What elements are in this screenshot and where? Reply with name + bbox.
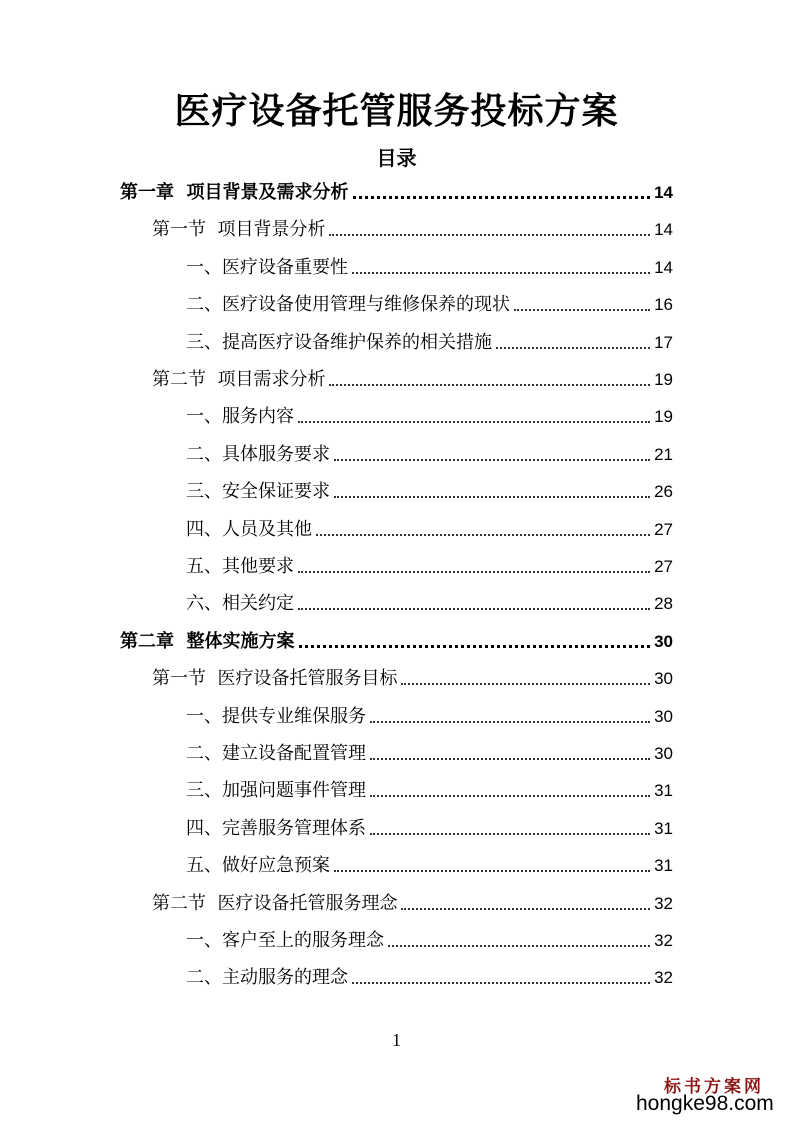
- toc-entry-page: 27: [654, 520, 673, 539]
- toc-leader-dots: [298, 420, 650, 423]
- toc-entry-title: 六、相关约定: [186, 593, 294, 614]
- toc-leader-dots: [298, 607, 650, 610]
- toc-entry-title: 二、建立设备配置管理: [186, 743, 366, 764]
- toc-item-entry[interactable]: [186, 848, 673, 878]
- watermark-url: hongke98.com: [636, 1092, 774, 1115]
- toc-leader-dots: [298, 570, 650, 573]
- toc-entry-title: 四、完善服务管理体系: [186, 818, 366, 839]
- toc-entry-page: 19: [654, 370, 673, 389]
- toc-entry-title: 四、人员及其他: [186, 519, 312, 540]
- toc-item-entry[interactable]: [186, 549, 673, 579]
- toc-entry-page: 27: [654, 557, 673, 576]
- toc-item-entry[interactable]: [186, 512, 673, 542]
- toc-leader-dots: [370, 832, 650, 835]
- toc-entry-title: 二、医疗设备使用管理与维修保养的现状: [186, 294, 510, 315]
- toc-entry-page: 32: [654, 931, 673, 950]
- toc-entry-title: 一、服务内容: [186, 406, 294, 427]
- toc-leader-dots: [352, 271, 650, 274]
- toc-entry-page: 19: [654, 407, 673, 426]
- toc-entry-page: 31: [654, 781, 673, 800]
- toc-leader-dots: [329, 383, 650, 386]
- toc-entry-page: 17: [654, 333, 673, 352]
- toc-item-entry[interactable]: [186, 399, 673, 429]
- toc-item-entry[interactable]: [186, 811, 673, 841]
- toc-entry-title: 一、医疗设备重要性: [186, 257, 348, 278]
- toc-entry-page: 14: [654, 258, 673, 277]
- toc-section-entry[interactable]: [152, 886, 673, 916]
- toc-entry-title: 二、主动服务的理念: [186, 967, 348, 988]
- toc-leader-dots: [352, 981, 650, 984]
- toc-item-entry[interactable]: [186, 250, 673, 280]
- toc-entry-title: 第一章 项目背景及需求分析: [120, 182, 349, 203]
- toc-section-entry[interactable]: [152, 362, 673, 392]
- toc-entry-page: 14: [654, 220, 673, 239]
- toc-entry-page: 30: [654, 669, 673, 688]
- toc-leader-dots: [334, 495, 650, 498]
- watermark-site-name: 标书方案网: [664, 1077, 764, 1097]
- toc-entry-page: 16: [654, 295, 673, 314]
- toc-leader-dots: [370, 794, 650, 797]
- toc-leader-dots: [353, 195, 651, 199]
- toc-item-entry[interactable]: [186, 960, 673, 990]
- toc-leader-dots: [329, 233, 650, 236]
- toc-entry-title: 第一节 项目背景分析: [152, 219, 326, 240]
- toc-leader-dots: [514, 308, 650, 311]
- toc-entry-title: 第二节 医疗设备托管服务理念: [152, 893, 398, 914]
- toc-entry-page: 30: [654, 744, 673, 763]
- toc-entry-title: 二、具体服务要求: [186, 444, 330, 465]
- toc-item-entry[interactable]: [186, 736, 673, 766]
- toc-item-entry[interactable]: [186, 325, 673, 355]
- toc-entry-title: 五、做好应急预案: [186, 855, 330, 876]
- toc-leader-dots: [334, 869, 650, 872]
- toc-leader-dots: [401, 907, 650, 910]
- toc-chapter-entry[interactable]: [120, 175, 673, 205]
- toc-entry-title: 第二节 项目需求分析: [152, 369, 326, 390]
- toc-entry-title: 第一节 医疗设备托管服务目标: [152, 668, 398, 689]
- toc-entry-page: 26: [654, 482, 673, 501]
- toc-leader-dots: [370, 720, 650, 723]
- toc-section-entry[interactable]: [152, 661, 673, 691]
- toc-entry-page: 14: [654, 183, 673, 202]
- toc-entry-title: 五、其他要求: [186, 556, 294, 577]
- toc-item-entry[interactable]: [186, 287, 673, 317]
- toc-leader-dots: [370, 757, 650, 760]
- toc-entry-page: 28: [654, 594, 673, 613]
- toc-chapter-entry[interactable]: [120, 624, 673, 654]
- toc-heading: 目录: [376, 146, 417, 170]
- toc-entry-title: 三、加强问题事件管理: [186, 780, 366, 801]
- toc-entry-page: 30: [654, 707, 673, 726]
- toc-item-entry[interactable]: [186, 437, 673, 467]
- toc-entry-title: 三、安全保证要求: [186, 481, 330, 502]
- toc-leader-dots: [401, 682, 650, 685]
- toc-section-entry[interactable]: [152, 212, 673, 242]
- toc-entry-page: 31: [654, 856, 673, 875]
- toc-leader-dots: [496, 346, 650, 349]
- document-title: 医疗设备托管服务投标方案: [174, 91, 619, 132]
- toc-entry-title: 第二章 整体实施方案: [120, 631, 295, 652]
- toc-entry-page: 32: [654, 894, 673, 913]
- toc-entry-title: 一、提供专业维保服务: [186, 706, 366, 727]
- toc-entry-page: 21: [654, 445, 673, 464]
- toc-leader-dots: [299, 644, 651, 648]
- toc-item-entry[interactable]: [186, 474, 673, 504]
- toc-entry-page: 32: [654, 968, 673, 987]
- toc-item-entry[interactable]: [186, 773, 673, 803]
- toc-item-entry[interactable]: [186, 923, 673, 953]
- toc-entry-title: 一、客户至上的服务理念: [186, 930, 384, 951]
- toc-item-entry[interactable]: [186, 699, 673, 729]
- page-number: 1: [392, 1030, 401, 1050]
- toc-entry-page: 31: [654, 819, 673, 838]
- toc-leader-dots: [334, 458, 650, 461]
- toc-leader-dots: [316, 533, 650, 536]
- toc-entry-page: 30: [654, 632, 673, 651]
- toc-entry-title: 三、提高医疗设备维护保养的相关措施: [186, 332, 492, 353]
- toc-item-entry[interactable]: [186, 586, 673, 616]
- toc-leader-dots: [388, 944, 650, 947]
